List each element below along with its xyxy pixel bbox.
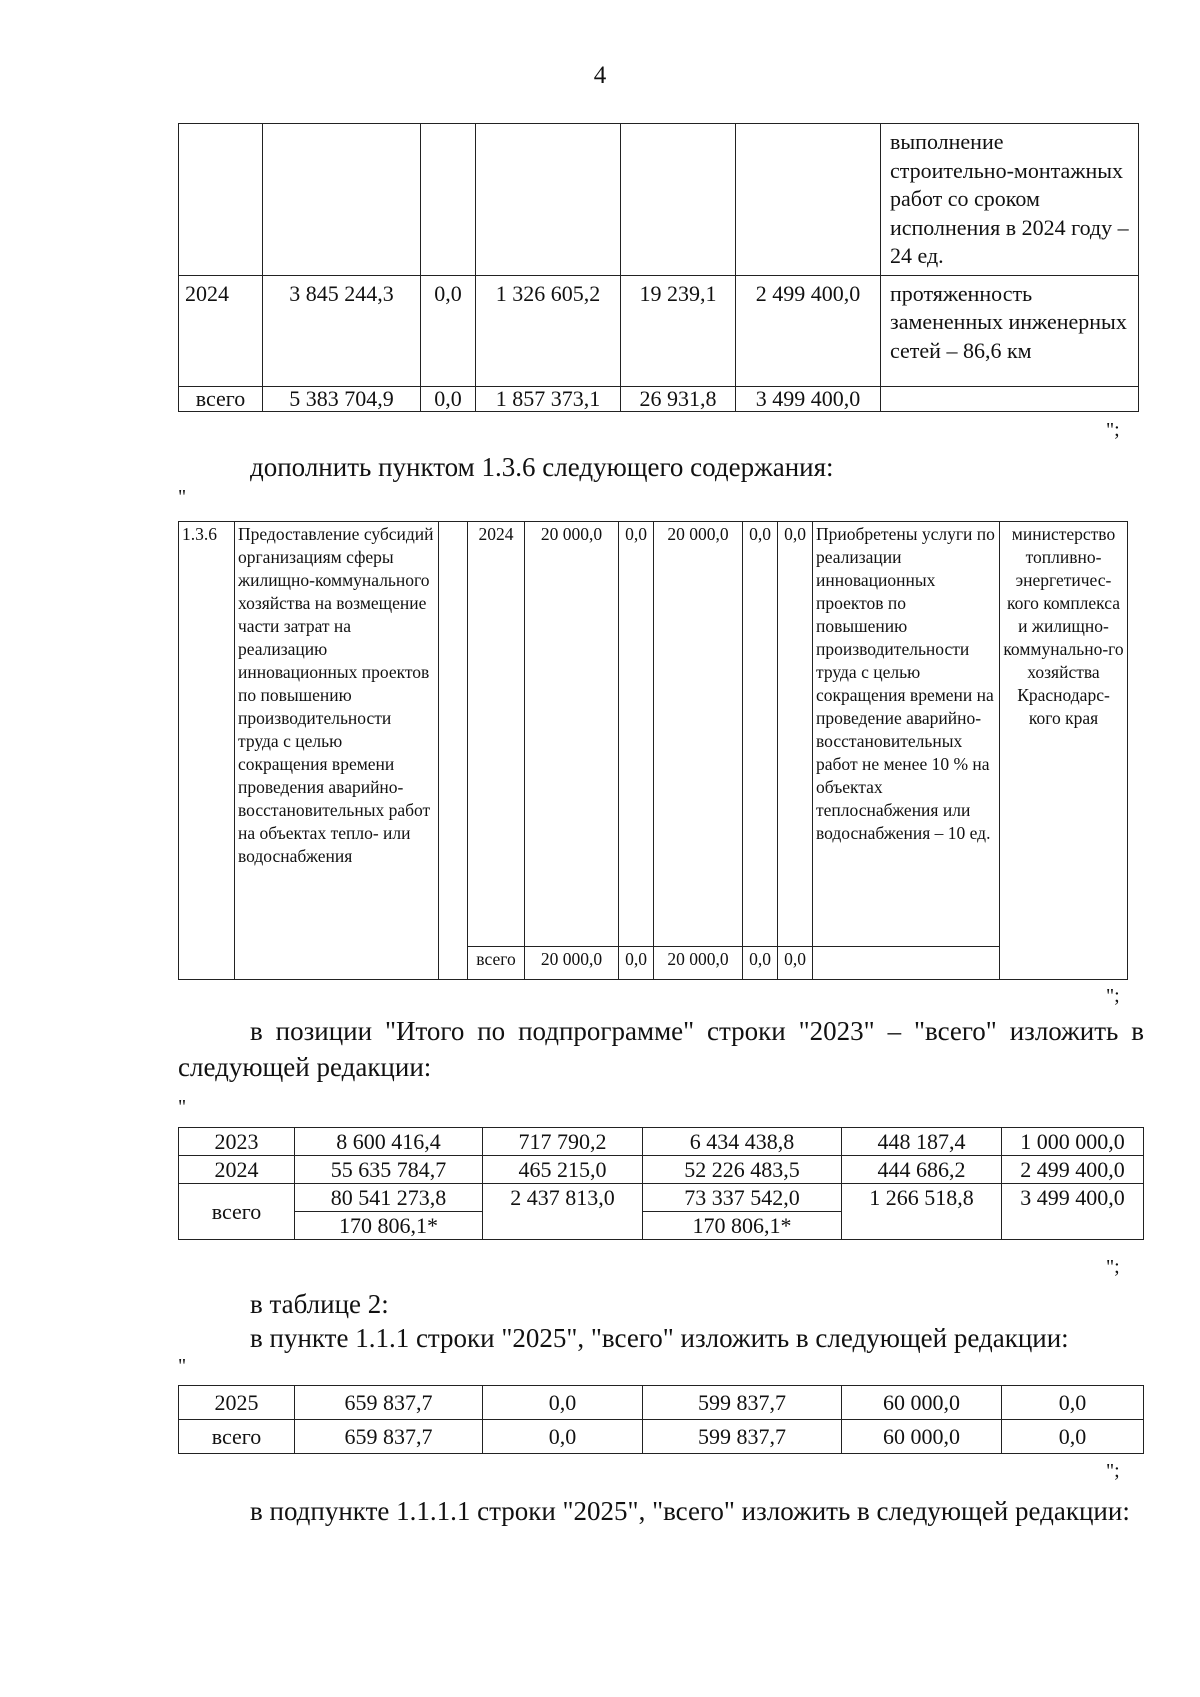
value-cell: 1 857 373,1 (476, 386, 621, 411)
value-cell: 0,0 (619, 522, 654, 947)
value-cell: 0,0 (778, 522, 813, 947)
value-cell: 3 499 400,0 (736, 386, 881, 411)
year-cell: 2023 (179, 1128, 295, 1156)
table-row (179, 275, 1139, 386)
value-cell: 1 266 518,8 (842, 1184, 1002, 1240)
closing-quote: "; (1106, 1256, 1120, 1278)
item-number: 1.3.6 (179, 522, 235, 980)
page-number: 4 (593, 62, 607, 89)
result-cell: Приобретены услуги по реализации инновационных проектов по повышению производительности труда с целью сокращения времени на проведение аварийно-восстановительных работ не менее 10 % на объектах теплоснабжения или водоснабжения – 10 ед. (813, 522, 1000, 947)
table2-item-1-1-1-table (178, 1385, 1144, 1454)
value-cell: 0,0 (778, 947, 813, 980)
year-cell: 2024 (468, 522, 525, 947)
value-cell: 2 499 400,0 (1002, 1156, 1144, 1184)
value-cell: 8 600 416,4 (295, 1128, 483, 1156)
value-cell: 26 931,8 (621, 386, 736, 411)
value-cell: 20 000,0 (654, 522, 743, 947)
executor-cell: министерство топливно-энергетичес-кого комплекса и жилищно-коммунально-го хозяйства Краснодарс-кого края (1000, 522, 1128, 980)
value-cell: 170 806,1* (643, 1212, 842, 1240)
value-cell: 55 635 784,7 (295, 1156, 483, 1184)
year-cell: 2025 (179, 1386, 295, 1420)
value-cell: 2 437 813,0 (483, 1184, 643, 1240)
value-cell: 0,0 (743, 522, 778, 947)
year-cell: всего (468, 947, 525, 980)
year-cell: всего (179, 386, 263, 411)
instruction-text: дополнить пунктом 1.3.6 следующего содержания: (250, 452, 834, 482)
year-cell: 2024 (179, 275, 263, 386)
table-row (179, 1420, 1144, 1454)
value-cell: 599 837,7 (643, 1420, 842, 1454)
item-1-3-6-table (178, 521, 1128, 980)
value-cell: 659 837,7 (295, 1420, 483, 1454)
value-cell: 52 226 483,5 (643, 1156, 842, 1184)
opening-quote: " (178, 486, 187, 508)
value-cell: 659 837,7 (295, 1386, 483, 1420)
value-cell: 0,0 (483, 1386, 643, 1420)
table-row (179, 1386, 1144, 1420)
table-row (179, 386, 1139, 411)
subprogram-total-table (178, 1127, 1144, 1240)
table-row (179, 124, 1139, 276)
value-cell: 80 541 273,8 (295, 1184, 483, 1212)
closing-quote: "; (1106, 419, 1120, 441)
instruction-text: в подпункте 1.1.1.1 строки "2025", "всего" изложить в следующей редакции: (250, 1496, 1130, 1526)
value-cell: 0,0 (1002, 1386, 1144, 1420)
value-cell: 444 686,2 (842, 1156, 1002, 1184)
instruction-text: в позиции "Итого по подпрограмме" строки "2023" – "всего" изложить в следующей редакции: (178, 1016, 1144, 1082)
year-cell: всего (179, 1184, 295, 1240)
opening-quote: " (178, 1096, 187, 1118)
value-cell: 20 000,0 (525, 522, 619, 947)
value-cell: 20 000,0 (525, 947, 619, 980)
value-cell: 19 239,1 (621, 275, 736, 386)
result-cell: выполнение строительно-монтажных работ со сроком исполнения в 2024 году – 24 ед. (881, 124, 1139, 276)
value-cell: 60 000,0 (842, 1420, 1002, 1454)
value-cell: 1 000 000,0 (1002, 1128, 1144, 1156)
value-cell: 5 383 704,9 (263, 386, 421, 411)
table-row (179, 1128, 1144, 1156)
table-row (179, 1156, 1144, 1184)
value-cell: 170 806,1* (295, 1212, 483, 1240)
opening-quote: " (178, 1355, 187, 1377)
value-cell: 448 187,4 (842, 1128, 1002, 1156)
value-cell: 465 215,0 (483, 1156, 643, 1184)
value-cell: 0,0 (421, 275, 476, 386)
value-cell: 73 337 542,0 (643, 1184, 842, 1212)
subprogram-continuation-table (178, 123, 1139, 412)
value-cell: 60 000,0 (842, 1386, 1002, 1420)
value-cell: 0,0 (421, 386, 476, 411)
value-cell: 1 326 605,2 (476, 275, 621, 386)
value-cell: 0,0 (743, 947, 778, 980)
value-cell: 0,0 (483, 1420, 643, 1454)
value-cell: 717 790,2 (483, 1128, 643, 1156)
table-row (179, 1184, 1144, 1212)
value-cell: 599 837,7 (643, 1386, 842, 1420)
instruction-text: в таблице 2: (250, 1289, 389, 1319)
result-cell: протяженность замененных инженерных сетей – 86,6 км (881, 275, 1139, 386)
instruction-text: в пункте 1.1.1 строки "2025", "всего" изложить в следующей редакции: (250, 1323, 1069, 1353)
value-cell: 0,0 (1002, 1420, 1144, 1454)
item-name: Предоставление субсидий организациям сферы жилищно-коммунального хозяйства на возмещение части затрат на реализацию инновационных проектов по повышению производительности труда с целью сокращения времени проведения аварийно-восстановительных работ на объектах тепло- или водоснабжения (235, 522, 439, 980)
value-cell: 20 000,0 (654, 947, 743, 980)
value-cell: 3 499 400,0 (1002, 1184, 1144, 1240)
closing-quote: "; (1106, 1460, 1120, 1482)
value-cell: 3 845 244,3 (263, 275, 421, 386)
value-cell: 2 499 400,0 (736, 275, 881, 386)
year-cell: 2024 (179, 1156, 295, 1184)
value-cell: 0,0 (619, 947, 654, 980)
year-cell: всего (179, 1420, 295, 1454)
value-cell: 6 434 438,8 (643, 1128, 842, 1156)
closing-quote: "; (1106, 985, 1120, 1007)
table-row (179, 522, 1128, 947)
